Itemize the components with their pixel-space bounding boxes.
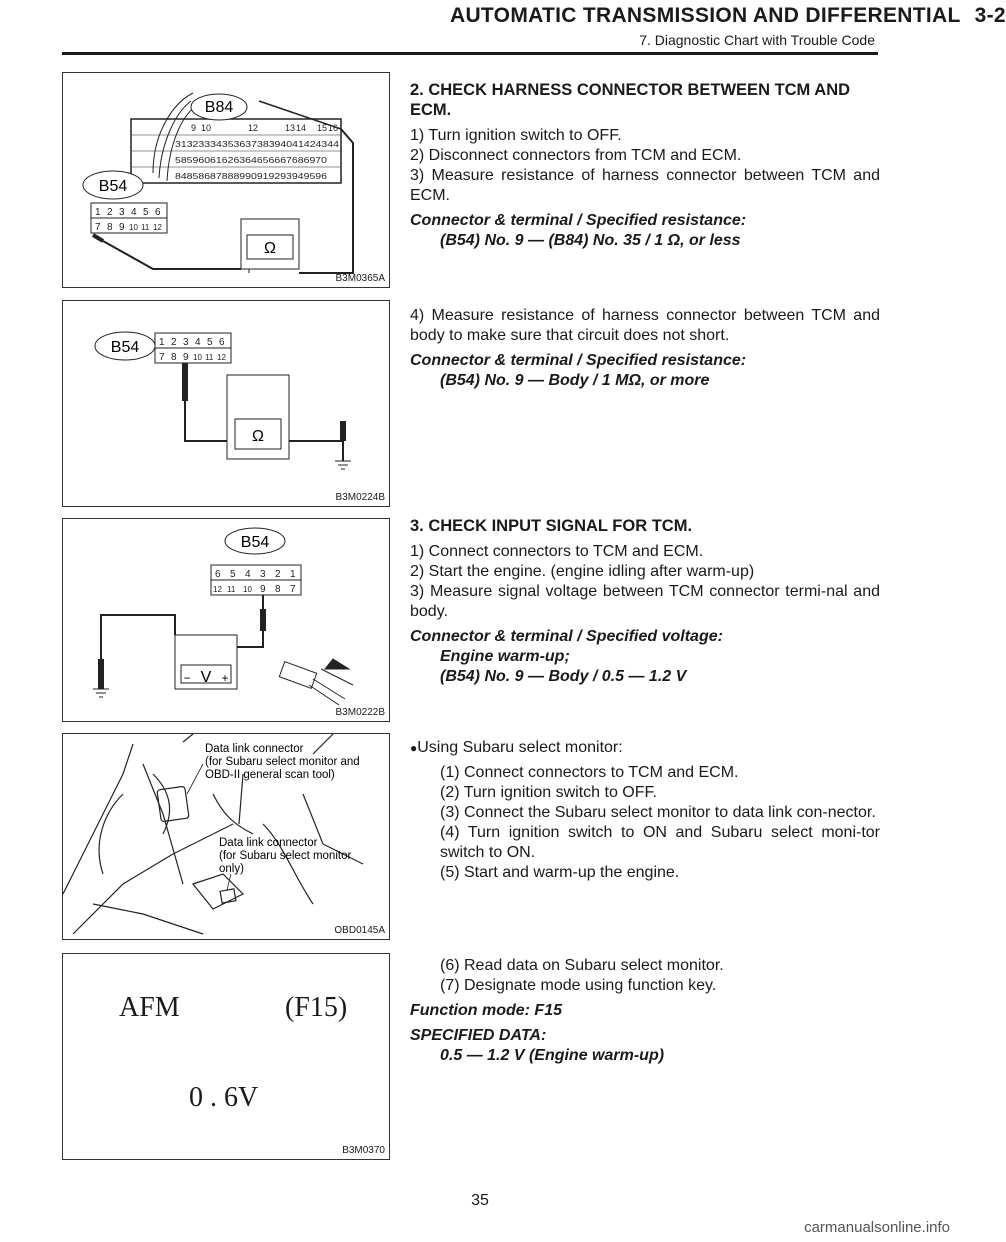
bullet-text: Using Subaru select monitor: [417,739,623,756]
voltmeter-diagram [63,519,389,721]
pin-8: 8 [171,352,177,363]
b54-pin-1: 1 [95,207,101,218]
dashboard-illustration [63,734,389,939]
section-2-short-check-text [410,306,880,391]
spec-label: Connector & terminal / Specified resistance: [410,212,747,229]
pin-10: 10 [243,585,252,594]
page-number: 35 [471,1192,489,1209]
pin-4: 4 [245,569,251,580]
spec-condition: Engine warm-up; [440,648,570,665]
figure-harness-tcm-body [62,300,390,507]
bullet-icon: ● [410,741,418,755]
sub-step: (1) Connect connectors to TCM and ECM. [440,764,739,781]
pin-1: 1 [290,569,296,580]
b54-pin-7: 7 [95,222,101,233]
figure-caption: B3M0365A [335,273,385,284]
pin-3: 3 [183,337,189,348]
header-section-number: 3-2 [974,4,1006,27]
header-divider [62,52,878,55]
connector-diagram-b54-body [63,301,389,506]
step-text: 2) Start the engine. (engine idling after warm-up) [410,563,755,580]
b54-pin-6: 6 [155,207,161,218]
pin-9: 9 [183,352,189,363]
plus-terminal: + [221,671,229,685]
pin-11: 11 [205,353,214,362]
b54-pin-12: 12 [153,223,162,232]
spec-value: (B54) No. 9 — (B84) No. 35 / 1 Ω, or less [440,232,741,249]
b54-pin-5: 5 [143,207,149,218]
pin-12: 12 [213,585,222,594]
b84-row-31-44: 31 32 33 34 35 36 37 38 39 40 41 42 43 44 [175,139,337,149]
b84-pin-9: 9 [191,123,197,133]
label-dlc-ssm-line2: (for Subaru select monitor [219,850,352,862]
connector-diagram-b54-b84 [63,73,389,287]
spec-data-value: 0.5 — 1.2 V (Engine warm-up) [440,1047,665,1064]
spec-value: (B54) No. 9 — Body / 1 MΩ, or more [440,372,710,389]
pin-8: 8 [275,584,281,595]
b54-label: B54 [110,339,140,356]
pin-10: 10 [193,353,202,362]
minus-terminal: − [183,671,191,685]
watermark[interactable]: carmanualsonline.info [804,1219,950,1236]
step-text: 1) Turn ignition switch to OFF. [410,127,622,144]
section-3-text [410,516,880,687]
step-text: 4) Measure resistance of harness connector between TCM and body to make sure that circuit does not short. [410,307,880,344]
figure-select-monitor-display [62,953,390,1160]
b54-pin-8: 8 [107,222,113,233]
ohmmeter-symbol: Ω [264,240,276,257]
spec-label: Connector & terminal / Specified voltage: [410,628,723,645]
label-dlc-main-line2: (for Subaru select monitor and [205,756,360,768]
figure-harness-tcm-ecm [62,72,390,288]
step-text: 1) Connect connectors to TCM and ECM. [410,543,704,560]
sub-step: (5) Start and warm-up the engine. [440,864,680,881]
pin-4: 4 [195,337,201,348]
step-text: 3) Measure resistance of harness connector between TCM and ECM. [410,167,880,204]
label-dlc-main-line3: OBD-II general scan tool) [205,769,335,781]
function-mode: Function mode: F15 [410,1002,562,1019]
pin-5: 5 [230,569,236,580]
section-2-text [410,80,880,251]
label-dlc-main-line1: Data link connector [205,743,304,755]
spec-data-label: SPECIFIED DATA: [410,1027,547,1044]
step-text: 2) Disconnect connectors from TCM and ECM. [410,147,742,164]
b54-pin-11: 11 [141,223,150,232]
b54-pin-3: 3 [119,207,125,218]
spec-label: Connector & terminal / Specified resistance: [410,352,747,369]
pin-11: 11 [227,585,236,594]
pin-1: 1 [159,337,165,348]
b84-pin-13: 13 [285,123,296,133]
display-function-code: (F15) [285,992,348,1023]
voltmeter-symbol: V [200,669,212,686]
sub-step: (6) Read data on Subaru select monitor. [440,957,724,974]
figure-caption: B3M0370 [342,1145,385,1156]
section-2-heading: 2. CHECK HARNESS CONNECTOR BETWEEN TCM AND ECM. [410,81,851,119]
b84-row-84-96: 84 85 86 87 88 89 90 91 92 93 94 95 96 [175,171,325,181]
label-dlc-ssm-line3: only) [219,863,244,875]
ohmmeter-symbol: Ω [252,428,264,445]
pin-7: 7 [159,352,165,363]
pin-12: 12 [217,353,226,362]
page-header-subtitle: 7. Diagnostic Chart with Trouble Code [639,32,875,48]
sub-step: (2) Turn ignition switch to OFF. [440,784,657,801]
pin-3: 3 [260,569,266,580]
display-mode-label: AFM [119,992,180,1023]
figure-caption: OBD0145A [334,925,385,936]
b54-pin-2: 2 [107,207,113,218]
select-monitor-read-data [410,956,880,1066]
section-3-heading: 3. CHECK INPUT SIGNAL FOR TCM. [410,517,693,535]
figure-input-signal [62,518,390,722]
pin-9: 9 [260,584,266,595]
b54-pin-4: 4 [131,207,137,218]
pin-2: 2 [275,569,281,580]
b54-label: B54 [98,178,128,195]
pin-7: 7 [290,584,296,595]
display-voltage-value: 0 . 6V [189,1082,259,1113]
pin-6: 6 [215,569,221,580]
page-header-title [450,4,1006,28]
b54-pin-9: 9 [119,222,125,233]
bullet-item [410,738,880,758]
figure-caption: B3M0224B [335,492,385,503]
b84-pin-16: 16 [328,123,339,133]
b54-label: B54 [240,534,270,551]
pin-6: 6 [219,337,225,348]
select-monitor-steps [410,738,880,883]
spec-value: (B54) No. 9 — Body / 0.5 — 1.2 V [440,668,687,685]
b84-label: B84 [204,99,234,116]
header-title-text: AUTOMATIC TRANSMISSION AND DIFFERENTIAL [450,4,961,27]
b84-pin-12: 12 [248,123,259,133]
label-dlc-ssm-line1: Data link connector [219,837,318,849]
pin-5: 5 [207,337,213,348]
step-text: 3) Measure signal voltage between TCM connector termi-nal and body. [410,583,880,620]
pin-2: 2 [171,337,177,348]
sub-step: (7) Designate mode using function key. [440,977,717,994]
b84-pin-14: 14 [296,123,307,133]
figure-caption: B3M0222B [335,707,385,718]
b84-pin-15: 15 [317,123,328,133]
figure-data-link-connector [62,733,390,940]
sub-step: (3) Connect the Subaru select monitor to data link con-nector. [440,804,876,821]
b54-pin-10: 10 [129,223,138,232]
b84-pin-10: 10 [201,123,212,133]
b84-row-58-70: 58 59 60 61 62 63 64 65 66 67 68 69 70 [175,155,325,165]
sub-step: (4) Turn ignition switch to ON and Subaru select moni-tor switch to ON. [440,824,880,861]
